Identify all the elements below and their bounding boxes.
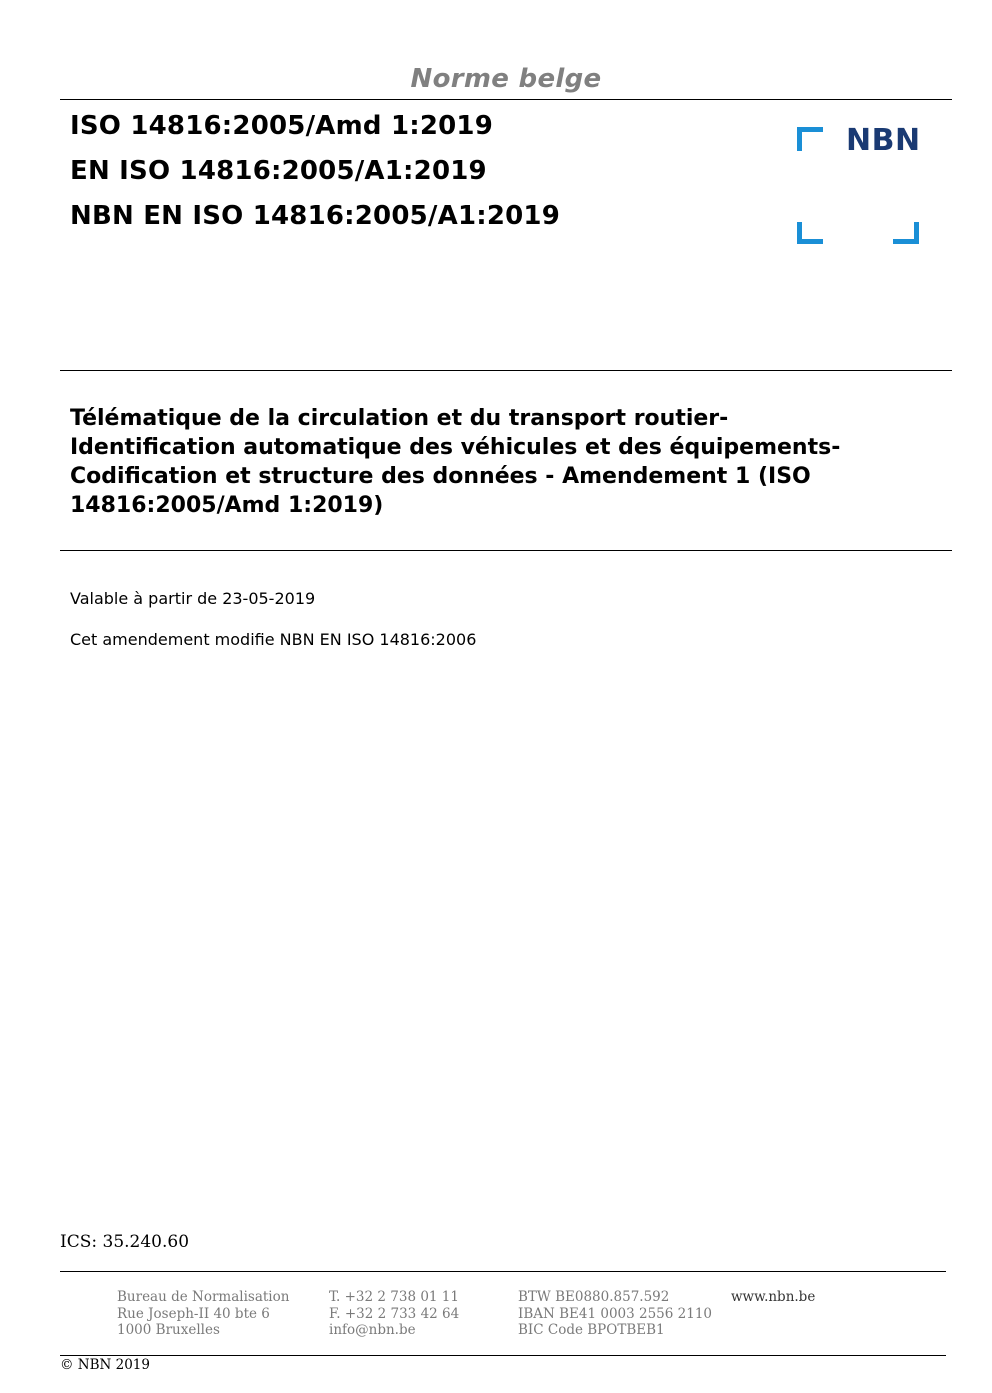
footer-bic: BIC Code BPOTBEB1 [518,1322,665,1338]
title-top-divider [60,370,952,371]
title-bottom-divider [60,550,952,551]
header-divider [60,99,952,100]
iso-standard-number: ISO 14816:2005/Amd 1:2019 [70,111,493,141]
footer-fax: F. +32 2 733 42 64 [329,1305,460,1322]
title-line: Identification automatique des véhicules et des équipements- [70,435,841,460]
footer-website [731,1289,815,1306]
footer-phone: T. +32 2 738 01 11 [329,1289,459,1305]
document-type-heading: Norme belge [410,64,602,94]
validity-date: Valable à partir de 23-05-2019 [70,589,316,608]
footer-bank [518,1289,712,1339]
nbn-logo [797,125,921,249]
title-line: Télématique de la circulation et du transport routier- [70,406,729,431]
nbn-logo-text: NBN [846,123,921,158]
title-line: 14816:2005/Amd 1:2019) [70,493,384,518]
footer-iban: IBAN BE41 0003 2556 2110 [518,1305,713,1322]
footer-contact [329,1289,459,1339]
ics-code: ICS: 35.240.60 [60,1232,190,1252]
footer-vat: BTW BE0880.857.592 [518,1289,670,1305]
document-title [70,404,930,520]
copyright-notice: © NBN 2019 [60,1357,150,1373]
footer-address-line: Rue Joseph-II 40 bte 6 [117,1305,270,1322]
en-standard-number: EN ISO 14816:2005/A1:2019 [70,156,487,186]
footer-address-line: Bureau de Normalisation [117,1289,290,1305]
footer-bottom-divider [60,1355,946,1356]
footer-address-line: 1000 Bruxelles [117,1322,220,1338]
nbn-standard-number: NBN EN ISO 14816:2005/A1:2019 [70,201,560,231]
amendment-note: Cet amendement modifie NBN EN ISO 14816:2006 [70,630,477,649]
footer-email: info@nbn.be [329,1322,416,1338]
footer-website-link: www.nbn.be [731,1289,816,1305]
title-line: Codification et structure des données - Amendement 1 (ISO [70,464,811,489]
footer-top-divider [60,1271,946,1272]
footer-address [117,1289,289,1339]
